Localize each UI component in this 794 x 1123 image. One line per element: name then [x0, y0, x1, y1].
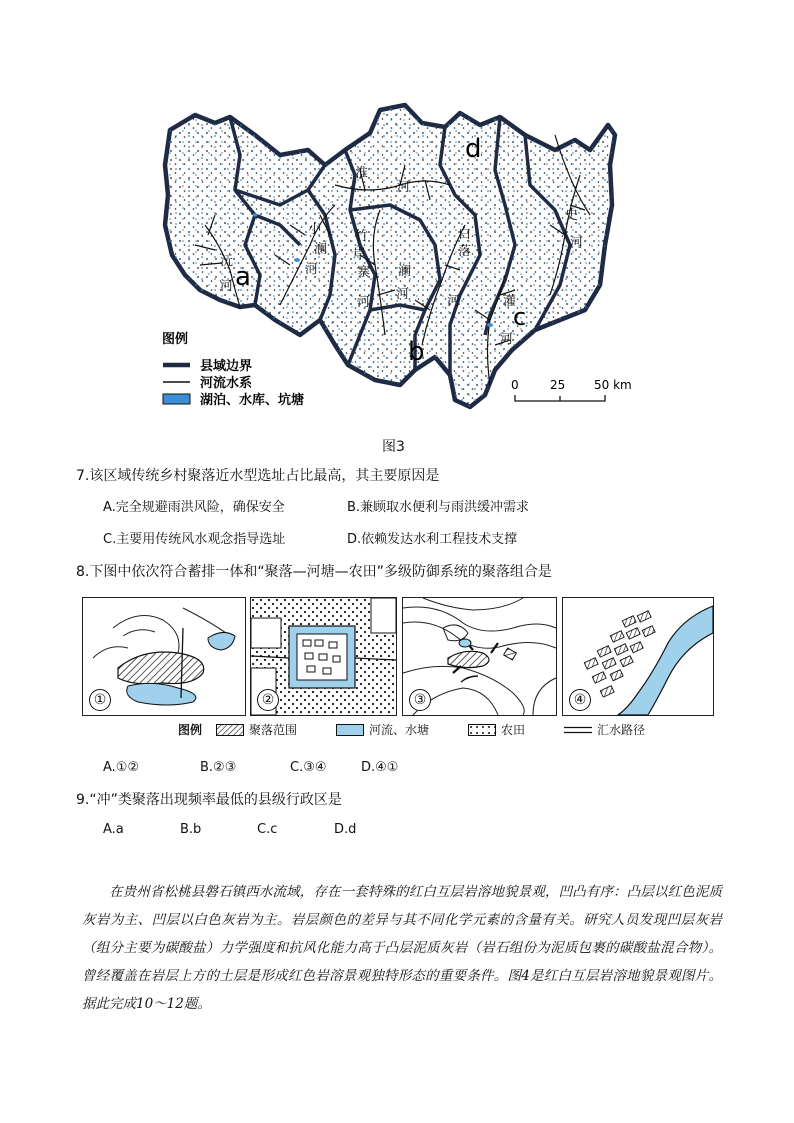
diagram-legend: [178, 721, 718, 739]
panel-number-4: ④: [569, 689, 591, 711]
settlement-diagram-1: [82, 597, 246, 716]
question-7-option-d[interactable]: D.依赖发达水利工程技术支撑: [347, 532, 518, 547]
scale-bar: [511, 378, 632, 401]
region-label-b: b: [408, 337, 425, 367]
river-guan-char: 河: [500, 332, 514, 347]
river-xiaolan-char: 河: [305, 262, 319, 277]
river-huai-char: 河: [397, 180, 411, 195]
river-zhuqizhai-char: 竹: [355, 229, 369, 244]
question-8-stem: 8.下图中依次符合蓄排一体和“聚落—河塘—农田”多级防御系统的聚落组合是: [76, 564, 552, 580]
legend-river-system: 河流水系: [200, 376, 253, 391]
river-guan-char: 灌: [503, 294, 517, 309]
scale-zero: 0: [511, 378, 519, 392]
passage-text: 在贵州省松桃县磐石镇西水流域，存在一套特殊的红白互层岩溶地貌景观，凹凸有序：凸层以红色泥质灰岩为主、凹层以白色灰岩为主。岩层颜色的差异与其不同化学元素的含量有关。研究人员发现凹层灰岩（组分主要为碳酸盐）力学强度和抗风化能力高于凸层泥质灰岩（岩石组份为泥质包裹的碳酸盐混合物）。曾经覆盖在岩层上方的土层是形成红色岩溶景观独特形态的重要条件。图4是红白互层岩溶地貌景观图片。据此完成10～12题。: [82, 884, 722, 1012]
legend-river-pond: 河流、水塘: [369, 723, 430, 737]
county-map: [160, 95, 632, 415]
legend-settlement: 聚落范围: [249, 723, 298, 737]
figure-caption: 图3: [382, 439, 405, 455]
river-huai-char: 淮: [355, 166, 369, 181]
legend-lake: 湖泊、水库、坑塘: [200, 393, 305, 408]
legend-county-border: 县域边界: [200, 359, 253, 374]
diagram-legend-title: 图例: [178, 723, 203, 737]
settlement-diagram-4: [562, 597, 714, 716]
question-9-stem: 9.“冲”类聚落出现频率最低的县级行政区是: [76, 792, 342, 808]
river-xiaolan-char: 澜: [314, 242, 328, 257]
map-legend-title: 图例: [162, 332, 189, 347]
panel-number-1: ①: [89, 689, 111, 711]
question-9-option-d[interactable]: D.d: [334, 822, 357, 837]
river-shi-char: 河: [570, 236, 584, 251]
question-8-option-b[interactable]: B.②③: [200, 760, 237, 775]
settlement-swatch: [216, 724, 244, 736]
question-9-option-b[interactable]: B.b: [180, 822, 202, 837]
lake-swatch: [163, 394, 190, 404]
region-label-d: d: [465, 134, 482, 164]
river-bailuo-char: 落: [458, 244, 472, 259]
scale-mid: 25: [550, 378, 566, 392]
scale-end: 50 km: [594, 378, 632, 392]
question-9-option-c[interactable]: C.c: [257, 822, 278, 837]
settlement-diagram-2: [250, 597, 397, 716]
panel-number-2: ②: [257, 689, 279, 711]
question-7-option-b[interactable]: B.兼顾取水便利与雨洪缓冲需求: [347, 500, 530, 515]
region-label-c: c: [513, 303, 527, 331]
county-map-figure: [160, 95, 632, 415]
reading-passage: [82, 878, 722, 1018]
river-yuan-char: 河: [220, 279, 234, 294]
river-lan-char: 河: [396, 287, 410, 302]
region-label-a: a: [235, 262, 251, 292]
river-zhuqizhai-char: 岸: [353, 247, 367, 262]
river-lan-char: 澜: [398, 264, 412, 279]
settlement-diagram-3: [402, 597, 557, 716]
panel-number-3: ③: [409, 689, 431, 711]
question-7-option-a[interactable]: A.完全规避雨洪风险，确保安全: [103, 500, 285, 515]
question-7-stem: 7.该区域传统乡村聚落近水型选址占比最高，其主要原因是: [76, 468, 440, 484]
river-shi-char: 史: [565, 208, 579, 223]
legend-drainage: 汇水路径: [597, 723, 646, 737]
question-8-option-a[interactable]: A.①②: [103, 760, 140, 775]
legend-farmland: 农田: [501, 723, 526, 737]
river-bailuo-char: 河: [447, 294, 461, 309]
question-8-option-d[interactable]: D.④①: [361, 760, 399, 775]
river-zhuqizhai-char: 河: [357, 295, 371, 310]
river-yuan-char: 沅: [220, 254, 234, 269]
river-bailuo-char: 白: [458, 227, 472, 242]
question-9-option-a[interactable]: A.a: [103, 822, 124, 837]
river-pond-swatch: [336, 724, 364, 736]
drainage-swatch: [564, 724, 592, 736]
farmland-swatch: [468, 724, 496, 736]
river-xiaolan-char: 小: [308, 222, 322, 237]
river-zhuqizhai-char: 寨: [357, 265, 371, 280]
question-7-option-c[interactable]: C.主要用传统风水观念指导选址: [103, 532, 286, 547]
question-8-option-c[interactable]: C.③④: [290, 760, 327, 775]
